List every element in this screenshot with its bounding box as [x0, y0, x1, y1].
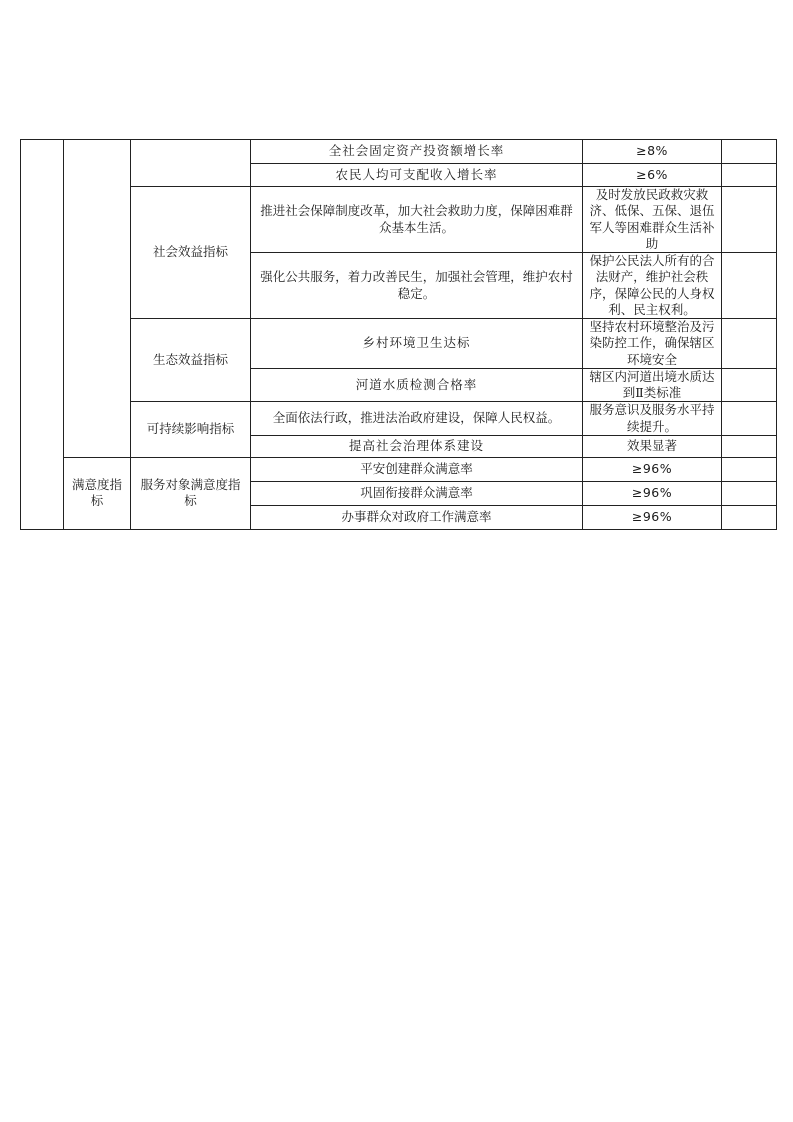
- indicator-cell: 提高社会治理体系建设: [251, 435, 583, 457]
- indicator-cell: 农民人均可支配收入增长率: [251, 164, 583, 187]
- level1-cell: [21, 140, 64, 530]
- note-cell: [722, 187, 777, 253]
- note-cell: [722, 481, 777, 505]
- note-cell: [722, 505, 777, 529]
- indicator-cell: 全社会固定资产投资额增长率: [251, 140, 583, 164]
- indicator-cell: 乡村环境卫生达标: [251, 319, 583, 369]
- table-row: [21, 457, 777, 481]
- level3-cell-eco: 生态效益指标: [131, 319, 251, 402]
- note-cell: [722, 402, 777, 436]
- note-cell: [722, 368, 777, 402]
- indicator-cell: 全面依法行政，推进法治政府建设，保障人民权益。: [251, 402, 583, 436]
- value-cell: 辖区内河道出境水质达到Ⅱ类标准: [583, 368, 722, 402]
- note-cell: [722, 435, 777, 457]
- note-cell: [722, 164, 777, 187]
- indicator-cell: 强化公共服务，着力改善民生，加强社会管理，维护农村稳定。: [251, 253, 583, 319]
- value-cell: ≥96%: [583, 505, 722, 529]
- level3-cell-service: 服务对象满意度指标: [131, 457, 251, 529]
- value-cell: ≥8%: [583, 140, 722, 164]
- level2-cell-satisfaction: 满意度指标: [64, 457, 131, 529]
- note-cell: [722, 253, 777, 319]
- level3-cell-economic: [131, 140, 251, 187]
- value-cell: ≥96%: [583, 481, 722, 505]
- indicator-cell: 办事群众对政府工作满意率: [251, 505, 583, 529]
- level3-cell-social: 社会效益指标: [131, 187, 251, 319]
- value-cell: 及时发放民政救灾救济、低保、五保、退伍军人等困难群众生活补助: [583, 187, 722, 253]
- table-row: [21, 319, 777, 369]
- indicator-cell: 巩固衔接群众满意率: [251, 481, 583, 505]
- level2-cell-effect: [64, 140, 131, 458]
- performance-indicator-table: [20, 139, 777, 530]
- value-cell: 坚持农村环境整治及污染防控工作，确保辖区环境安全: [583, 319, 722, 369]
- value-cell: ≥6%: [583, 164, 722, 187]
- value-cell: ≥96%: [583, 457, 722, 481]
- indicator-cell: 推进社会保障制度改革，加大社会救助力度，保障困难群众基本生活。: [251, 187, 583, 253]
- indicator-cell: 平安创建群众满意率: [251, 457, 583, 481]
- value-cell: 服务意识及服务水平持续提升。: [583, 402, 722, 436]
- level3-cell-sustain: 可持续影响指标: [131, 402, 251, 458]
- note-cell: [722, 457, 777, 481]
- note-cell: [722, 140, 777, 164]
- table-row: [21, 402, 777, 436]
- note-cell: [722, 319, 777, 369]
- table-row: [21, 187, 777, 253]
- table-row: [21, 140, 777, 164]
- value-cell: 保护公民法人所有的合法财产，维护社会秩序，保障公民的人身权利、民主权利。: [583, 253, 722, 319]
- value-cell: 效果显著: [583, 435, 722, 457]
- indicator-cell: 河道水质检测合格率: [251, 368, 583, 402]
